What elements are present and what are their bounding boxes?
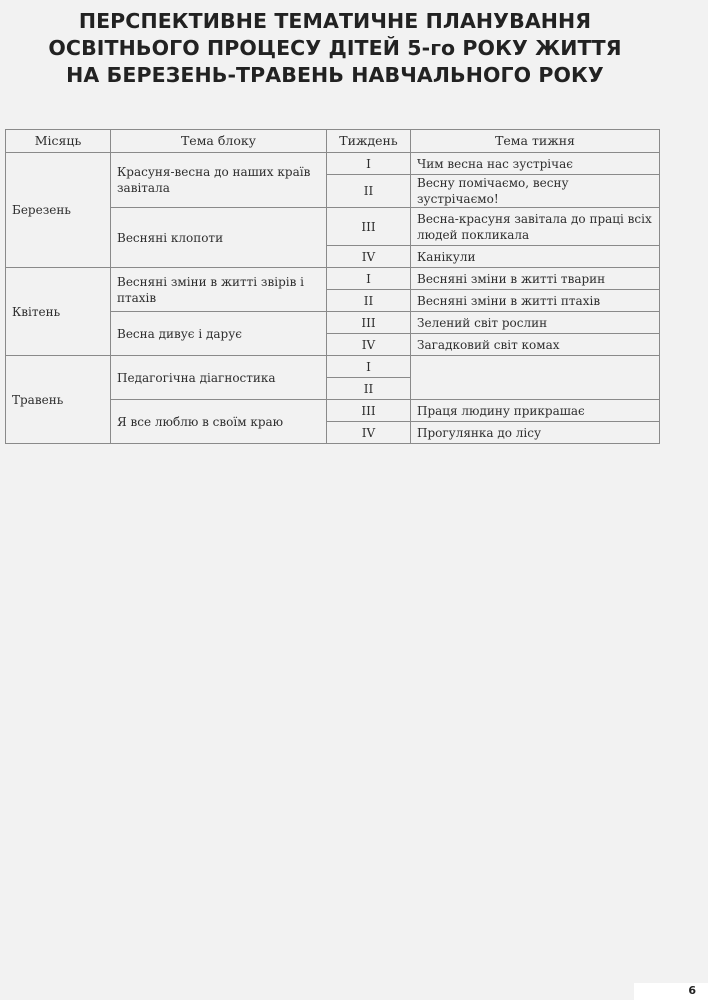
block-cell: Весняні зміни в житті звірів і птахів [111, 268, 327, 312]
month-cell: Травень [6, 356, 111, 444]
table-row [6, 153, 660, 175]
theme-cell: Весна-красуня завітала до праці всіх людей покликала [411, 208, 660, 246]
block-cell: Я все люблю в своїм краю [111, 400, 327, 444]
theme-cell: Загадковий світ комах [411, 334, 660, 356]
theme-cell-empty [411, 356, 660, 400]
block-cell: Педагогічна діагностика [111, 356, 327, 400]
table-row [6, 356, 660, 378]
header-theme: Тема тижня [411, 130, 660, 153]
header-month: Місяць [6, 130, 111, 153]
month-cell: Квітень [6, 268, 111, 356]
theme-cell: Канікули [411, 246, 660, 268]
title-line-2: ОСВІТНЬОГО ПРОЦЕСУ ДІТЕЙ 5-го РОКУ ЖИТТЯ [48, 36, 622, 60]
week-cell: II [327, 290, 411, 312]
theme-cell: Праця людину прикрашає [411, 400, 660, 422]
week-cell: IV [327, 246, 411, 268]
page-number: 6 [688, 984, 696, 997]
title-line-1: ПЕРСПЕКТИВНЕ ТЕМАТИЧНЕ ПЛАНУВАННЯ [78, 9, 592, 33]
week-cell: III [327, 208, 411, 246]
page-number-tab [634, 983, 708, 1000]
theme-cell: Весняні зміни в житті птахів [411, 290, 660, 312]
week-cell: II [327, 378, 411, 400]
block-cell: Весна дивує і дарує [111, 312, 327, 356]
week-cell: II [327, 175, 411, 208]
table-row [6, 268, 660, 290]
block-cell: Весняні клопоти [111, 208, 327, 268]
page-title [0, 8, 670, 89]
theme-cell: Чим весна нас зустрічає [411, 153, 660, 175]
title-line-3: НА БЕРЕЗЕНЬ-ТРАВЕНЬ НАВЧАЛЬНОГО РОКУ [66, 63, 604, 87]
week-cell: III [327, 312, 411, 334]
week-cell: I [327, 268, 411, 290]
table-header-row [6, 130, 660, 153]
week-cell: I [327, 356, 411, 378]
theme-cell: Весняні зміни в житті тварин [411, 268, 660, 290]
week-cell: IV [327, 422, 411, 444]
month-cell: Березень [6, 153, 111, 268]
theme-cell: Зелений світ рослин [411, 312, 660, 334]
week-cell: III [327, 400, 411, 422]
week-cell: I [327, 153, 411, 175]
block-cell: Красуня-весна до наших країв завітала [111, 153, 327, 208]
header-week: Тиждень [327, 130, 411, 153]
theme-cell: Прогулянка до лісу [411, 422, 660, 444]
theme-cell: Весну помічаємо, весну зустрічаємо! [411, 175, 660, 208]
header-block: Тема блоку [111, 130, 327, 153]
week-cell: IV [327, 334, 411, 356]
thematic-plan-table [5, 129, 660, 444]
